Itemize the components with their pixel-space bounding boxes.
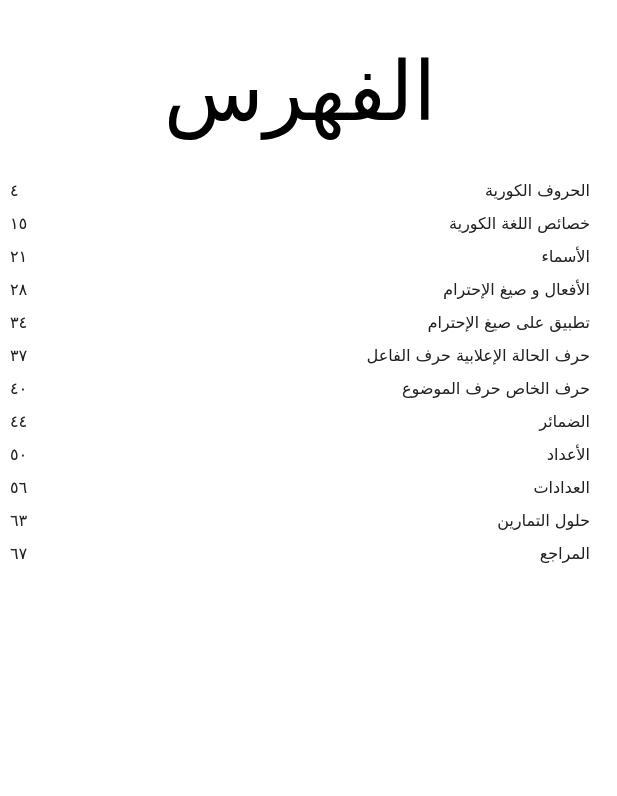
toc-entry-page: ٣٤ [10,313,28,332]
toc-entry-label: حلول التمارين [497,511,590,530]
toc-entry-label: حرف الحالة الإعلابية حرف الفاعل [366,346,590,365]
page-title: الفهرس [163,45,437,140]
toc-entry [10,438,590,471]
toc-entry-label: العدادات [533,478,590,497]
table-of-contents [10,174,590,570]
toc-entry-page: ٢٨ [10,280,28,299]
toc-entry-label: المراجع [539,544,590,563]
toc-entry-label: الضمائر [539,412,590,431]
toc-entry [10,405,590,438]
toc-entry [10,207,590,240]
toc-entry-label: تطبيق على صيغ الإحترام [427,313,590,332]
toc-entry-label: حرف الخاص حرف الموضوع [402,379,590,398]
toc-entry-page: ٤ [10,181,19,200]
toc-entry [10,240,590,273]
toc-entry-page: ٤٤ [10,412,28,431]
toc-entry-page: ٥٠ [10,445,28,464]
toc-entry-page: ٤٠ [10,379,28,398]
toc-entry [10,273,590,306]
toc-entry-page: ٦٣ [10,511,28,530]
toc-entry-page: ٢١ [10,247,28,266]
toc-entry-page: ٥٦ [10,478,28,497]
toc-entry [10,174,590,207]
toc-entry-label: الأفعال و صيغ الإحترام [443,280,590,299]
toc-entry-label: الأعداد [546,445,590,464]
toc-entry-page: ١٥ [10,214,28,233]
toc-entry [10,504,590,537]
toc-entry [10,306,590,339]
toc-entry-page: ٦٧ [10,544,28,563]
toc-entry [10,537,590,570]
toc-entry [10,339,590,372]
toc-entry-label: خصائص اللغة الكورية [449,214,590,233]
toc-entry-label: الحروف الكورية [484,181,590,200]
toc-entry [10,372,590,405]
toc-entry-label: الأسماء [541,247,590,266]
toc-entry [10,471,590,504]
toc-entry-page: ٣٧ [10,346,28,365]
